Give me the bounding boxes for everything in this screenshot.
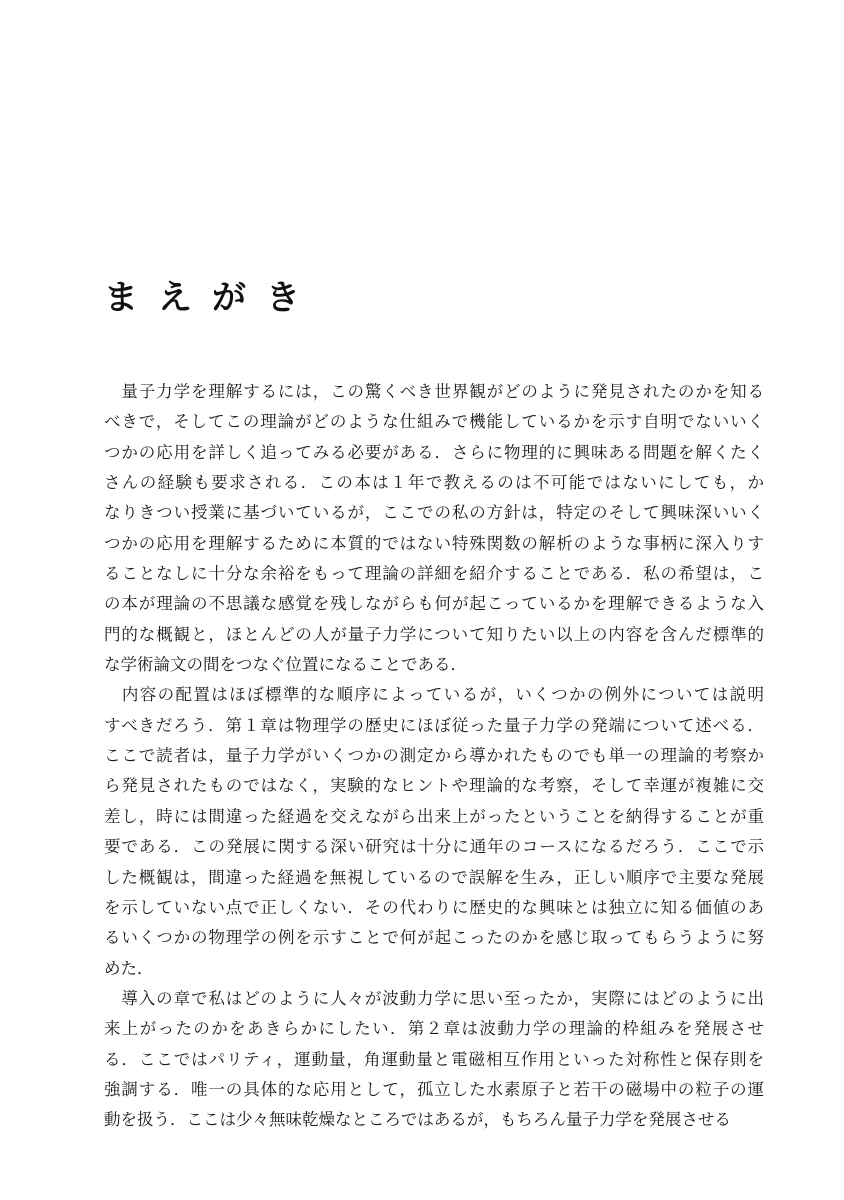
text-line: なりきつい授業に基づいているが，ここでの私の方針は，特定のそして興味深いいく bbox=[104, 503, 764, 523]
text-line: 門的な概観と，ほとんどの人が量子力学について知りたい以上の内容を含んだ標準的 bbox=[104, 624, 764, 644]
text-line: した概観は，間違った経過を無視しているので誤解を生み，正しい順序で主要な発展 bbox=[104, 867, 764, 887]
text-line: つかの応用を詳しく追ってみる必要がある．さらに物理的に興味ある問題を解くたく bbox=[104, 442, 764, 462]
paragraph bbox=[104, 377, 764, 680]
paragraph bbox=[104, 680, 764, 983]
text-line: ら発見されたものではなく，実験的なヒントや理論的な考察，そして幸運が複雑に交 bbox=[104, 776, 764, 796]
text-line: つかの応用を理解するために本質的ではない特殊関数の解析のような事柄に深入りす bbox=[104, 533, 764, 553]
text-line: すべきだろう．第１章は物理学の歴史にほぼ従った量子力学の発端について述べる． bbox=[104, 715, 764, 735]
text-line: 内容の配置はほぼ標準的な順序によっているが，いくつかの例外については説明 bbox=[104, 685, 764, 705]
text-line: の本が理論の不思議な感覚を残しながらも何が起こっているかを理解できるような入 bbox=[104, 594, 764, 614]
text-line: 量子力学を理解するには，この驚くべき世界観がどのように発見されたのかを知る bbox=[104, 382, 764, 401]
text-line: さんの経験も要求される．この本は１年で教えるのは不可能ではないにしても，か bbox=[104, 473, 764, 493]
text-line: るいくつかの物理学の例を示すことで何が起こったのかを感じ取ってもらうように努 bbox=[104, 928, 764, 948]
text-line: べきで，そしてこの理論がどのような仕組みで機能しているかを示す自明でないいく bbox=[104, 412, 764, 432]
text-line: を示していない点で正しくない．その代わりに歴史的な興味とは独立に知る価値のあ bbox=[104, 897, 764, 917]
text-line: ここで読者は，量子力学がいくつかの測定から導かれたものでも単一の理論的考察か bbox=[104, 746, 764, 766]
text-line: 強調する．唯一の具体的な応用として，孤立した水素原子と若干の磁場中の粒子の運 bbox=[104, 1079, 764, 1099]
paragraph bbox=[104, 984, 764, 1136]
text-line: めた． bbox=[104, 958, 154, 978]
text-line: な学術論文の間をつなぐ位置になることである． bbox=[104, 655, 467, 675]
text-line: 導入の章で私はどのように人々が波動力学に思い至ったか，実際にはどのように出 bbox=[104, 988, 764, 1008]
text-line: ることなしに十分な余裕をもって理論の詳細を紹介することである．私の希望は，こ bbox=[104, 564, 764, 584]
body-text bbox=[104, 377, 764, 1136]
text-line: 差し，時には間違った経過を交えながら出来上がったということを納得することが重 bbox=[104, 806, 764, 826]
text-line: る．ここではパリティ，運動量，角運動量と電磁相互作用といった対称性と保存則を bbox=[104, 1049, 764, 1069]
text-line: 来上がったのかをあきらかにしたい．第２章は波動力学の理論的枠組みを発展させ bbox=[104, 1019, 764, 1039]
text-line: 動を扱う．ここは少々無味乾燥なところではあるが，もちろん量子力学を発展させる bbox=[104, 1110, 731, 1130]
page-title: まえがき bbox=[104, 277, 320, 318]
text-line: 要である．この発展に関する深い研究は十分に通年のコースになるだろう．ここで示 bbox=[104, 837, 764, 857]
